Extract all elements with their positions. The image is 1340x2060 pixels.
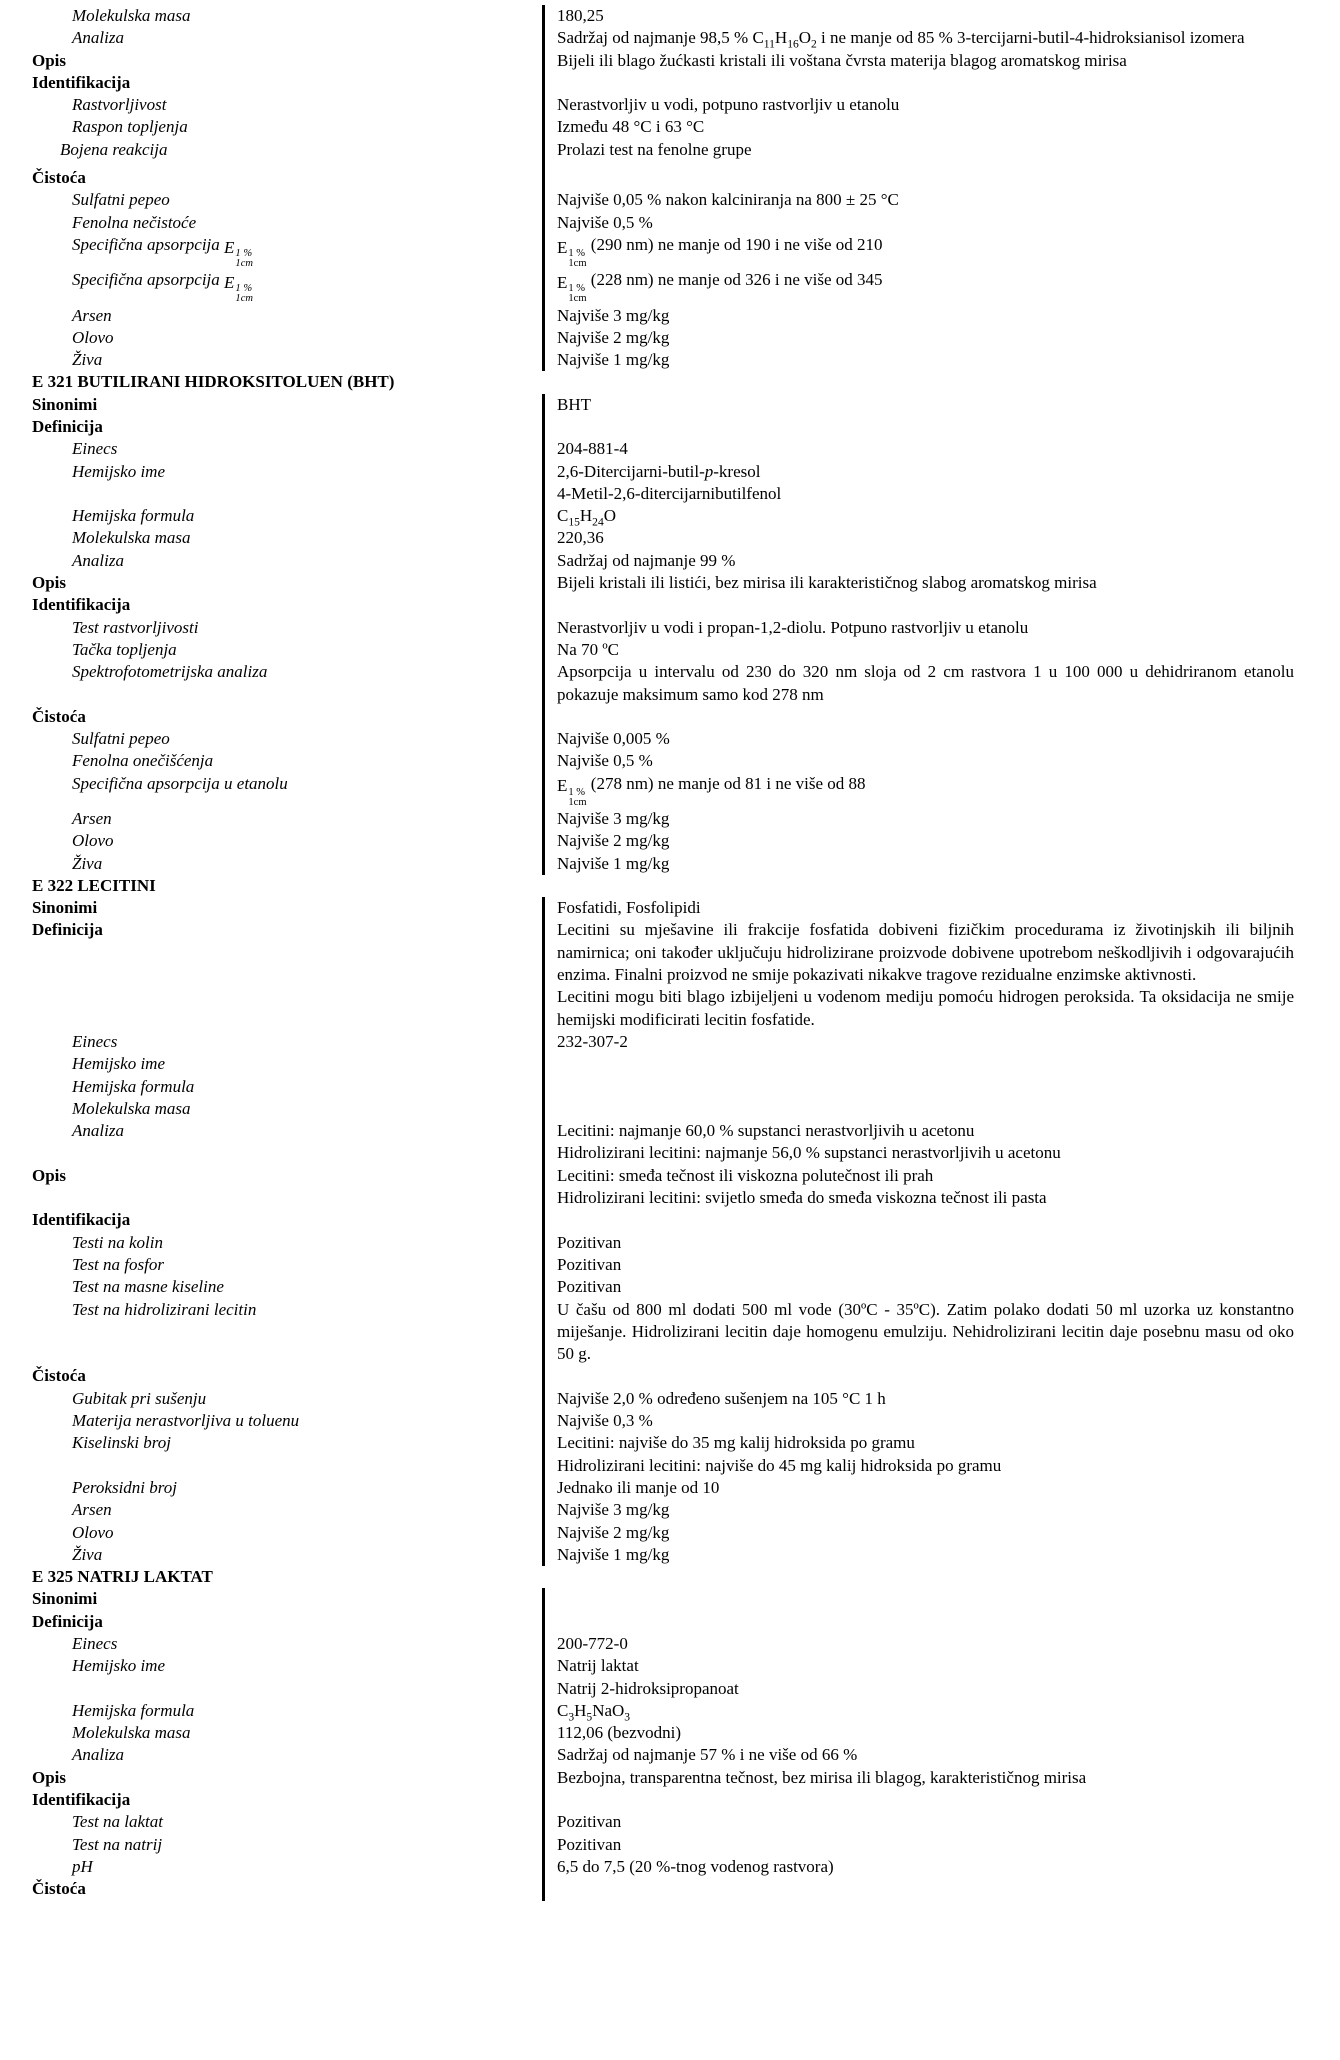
spec-label: Olovo: [72, 1522, 114, 1542]
spec-value: Jednako ili manje od 10: [542, 1477, 1294, 1499]
spec-value: Lecitini: smeđa tečnost ili viskozna polutečnost ili prah Hidrolizirani lecitini: svijetlo smeđa do smeđa viskozna tečnost ili pasta: [542, 1165, 1294, 1210]
spec-row: [32, 234, 1302, 269]
spec-row: [32, 27, 1302, 49]
spec-label: Identifikacija: [32, 1790, 131, 1810]
spec-value: [542, 1611, 1294, 1633]
spec-label: Peroksidni broj: [72, 1477, 177, 1497]
spec-label: Hemijsko ime: [72, 1054, 166, 1074]
spec-label: Arsen: [72, 1500, 112, 1520]
spec-value: [542, 1365, 1294, 1387]
spec-label: Sinonimi: [32, 898, 98, 918]
spec-label: Test na masne kiseline: [72, 1277, 224, 1297]
spec-value: Najviše 0,5 %: [542, 750, 1294, 772]
spec-value: Najviše 0,005 %: [542, 728, 1294, 750]
spec-row: [32, 830, 1302, 852]
spec-row: [32, 1098, 1302, 1120]
spec-label: Opis: [32, 1165, 67, 1185]
spec-value: Natrij laktat Natrij 2-hidroksipropanoat: [542, 1655, 1294, 1700]
spec-value: Bijeli ili blago žućkasti kristali ili voštana čvrsta materija blagog aromatskog mirisa: [542, 50, 1294, 72]
spec-value: $C_3H_5NaO_3$: [542, 1700, 1294, 1722]
spec-value: Nerastvorljiv u vodi i propan-1,2-diolu. Potpuno rastvorljiv u etanolu: [542, 617, 1294, 639]
spec-row: [32, 897, 1302, 919]
spec-row: [32, 1633, 1302, 1655]
spec-value: Pozitivan: [542, 1254, 1294, 1276]
spec-value: Na 70 ºC: [542, 639, 1294, 661]
spec-label: Test rastvorljivosti: [72, 617, 199, 637]
spec-row: [32, 94, 1302, 116]
spec-row: [32, 1299, 1302, 1366]
spec-label: Olovo: [72, 327, 114, 347]
spec-value: E 1 % 1cm (290 nm) ne manje od 190 i ne više od 210: [542, 234, 1294, 269]
spec-label: Opis: [32, 50, 67, 70]
spec-value: Najviše 2 mg/kg: [542, 830, 1294, 852]
spec-label: Hemijska formula: [72, 1700, 195, 1720]
spec-row: [32, 505, 1302, 527]
spec-label: Specifična apsorpcija u etanolu: [72, 773, 288, 793]
spec-value: Lecitini: najviše do 35 mg kalij hidroksida po gramu Hidrolizirani lecitini: najviše do 45 mg kalij hidroksida po gramu: [542, 1432, 1294, 1477]
spec-value: Najviše 1 mg/kg: [542, 1544, 1294, 1566]
spec-label: Definicija: [32, 1611, 103, 1631]
spec-row: [32, 750, 1302, 772]
spec-row: [32, 305, 1302, 327]
spec-label: E 321 BUTILIRANI HIDROKSITOLUEN (BHT): [32, 372, 395, 392]
spec-label: Raspon topljenja: [72, 117, 188, 137]
spec-value: [542, 594, 1294, 616]
spec-value: Najviše 1 mg/kg: [542, 349, 1294, 371]
spec-value: 2,6-Ditercijarni-butil-p-kresol 4-Metil-2,6-ditercijarnibutilfenol: [542, 461, 1294, 506]
spec-row: [32, 167, 1302, 189]
spec-row: [32, 1232, 1302, 1254]
specification-document: [32, 5, 1302, 1901]
spec-label: Čistoća: [32, 1366, 86, 1386]
spec-value: E 1 % 1cm (228 nm) ne manje od 326 i ne više od 345: [542, 269, 1294, 304]
spec-label: Kiselinski broj: [72, 1433, 172, 1453]
spec-label: Tačka topljenja: [72, 639, 177, 659]
spec-label: Test na laktat: [72, 1812, 163, 1832]
spec-value: 112,06 (bezvodni): [542, 1722, 1294, 1744]
spec-label: Sulfatni pepeo: [72, 729, 170, 749]
spec-value: Bijeli kristali ili listići, bez mirisa ili karakterističnog slabog aromatskog mirisa: [542, 572, 1294, 594]
spec-label: Analiza: [72, 1745, 124, 1765]
spec-label: Čistoća: [32, 706, 86, 726]
spec-value: 180,25: [542, 5, 1294, 27]
spec-label: Arsen: [72, 809, 112, 828]
spec-row: [32, 1522, 1302, 1544]
spec-row: [32, 875, 1302, 897]
spec-value: [542, 1588, 1294, 1610]
spec-label: Analiza: [72, 1121, 124, 1141]
spec-label: Hemijsko ime: [72, 1656, 166, 1676]
spec-label: Sinonimi: [32, 1589, 98, 1609]
spec-row: [32, 189, 1302, 211]
spec-label: pH: [72, 1856, 93, 1876]
spec-row: [32, 1053, 1302, 1075]
spec-value: Lecitini: najmanje 60,0 % supstanci nerastvorljivih u acetonu Hidrolizirani lecitini: najmanje 56,0 % supstanci nerastvorljivih u acetonu: [542, 1120, 1294, 1165]
spec-value: [542, 416, 1294, 438]
spec-value: E 1 % 1cm (278 nm) ne manje od 81 i ne više od 88: [542, 773, 1294, 808]
spec-label: Definicija: [32, 920, 103, 940]
spec-row: [32, 1878, 1302, 1900]
spec-value: Pozitivan: [542, 1232, 1294, 1254]
spec-value: Prolazi test na fenolne grupe: [542, 139, 1294, 161]
spec-value: Najviše 3 mg/kg: [542, 1499, 1294, 1521]
spec-label: Specifična apsorpcija E 1 % 1cm: [72, 270, 253, 305]
spec-row: [32, 527, 1302, 549]
spec-value: [542, 1076, 1294, 1098]
spec-label: Test na fosfor: [72, 1254, 164, 1274]
spec-value: [542, 706, 1294, 728]
spec-label: Spektrofotometrijska analiza: [72, 662, 268, 682]
spec-label: Bojena reakcija: [60, 139, 168, 159]
spec-label: Specifična apsorpcija E 1 % 1cm: [72, 234, 253, 270]
spec-value: [542, 1053, 1294, 1075]
spec-row: [32, 1365, 1302, 1387]
spec-value: Nerastvorljiv u vodi, potpuno rastvorljiv u etanolu: [542, 94, 1294, 116]
spec-value: [542, 1566, 1294, 1588]
spec-label: Molekulska masa: [72, 1098, 191, 1118]
spec-value: BHT: [542, 394, 1294, 416]
spec-label: Opis: [32, 573, 67, 593]
spec-row: [32, 1031, 1302, 1053]
spec-label: Identifikacija: [32, 595, 131, 615]
spec-row: [32, 1165, 1302, 1210]
spec-label: Sulfatni pepeo: [72, 190, 170, 210]
spec-value: Sadržaj od najmanje 99 %: [542, 550, 1294, 572]
spec-row: [32, 1410, 1302, 1432]
spec-row: [32, 1076, 1302, 1098]
spec-row: [32, 1611, 1302, 1633]
spec-label: Materija nerastvorljiva u toluenu: [72, 1411, 300, 1431]
spec-label: Živa: [72, 1544, 103, 1564]
spec-row: [32, 72, 1302, 94]
spec-value: Sadržaj od najmanje 57 % i ne više od 66 %: [542, 1744, 1294, 1766]
spec-value: Bezbojna, transparentna tečnost, bez mirisa ili blagog, karakterističnog mirisa: [542, 1767, 1294, 1789]
spec-row: [32, 1834, 1302, 1856]
spec-row: [32, 808, 1302, 830]
spec-label: Einecs: [72, 1031, 118, 1051]
spec-row: [32, 1276, 1302, 1298]
spec-value: Najviše 2 mg/kg: [542, 327, 1294, 349]
spec-value: Fosfatidi, Fosfolipidi: [542, 897, 1294, 919]
spec-value: [542, 371, 1294, 393]
spec-value: Najviše 3 mg/kg: [542, 808, 1294, 830]
spec-label: Molekulska masa: [72, 528, 191, 548]
spec-value: Najviše 1 mg/kg: [542, 853, 1294, 875]
spec-row: [32, 639, 1302, 661]
spec-value: 220,36: [542, 527, 1294, 549]
spec-label: Identifikacija: [32, 1210, 131, 1230]
spec-value: Pozitivan: [542, 1811, 1294, 1833]
spec-label: Test na hidrolizirani lecitin: [72, 1299, 257, 1319]
spec-label: Identifikacija: [32, 72, 131, 92]
spec-row: [32, 269, 1302, 304]
spec-row: [32, 438, 1302, 460]
spec-row: [32, 416, 1302, 438]
spec-label: Molekulska masa: [72, 6, 191, 25]
spec-row: [32, 139, 1302, 161]
spec-row: [32, 1209, 1302, 1231]
spec-row: [32, 1432, 1302, 1477]
spec-label: Hemijska formula: [72, 1076, 195, 1096]
spec-label: Gubitak pri sušenju: [72, 1388, 207, 1408]
spec-row: [32, 773, 1302, 808]
spec-value: Najviše 0,3 %: [542, 1410, 1294, 1432]
spec-label: Živa: [72, 350, 103, 370]
spec-row: [32, 1254, 1302, 1276]
spec-value: Između 48 °C i 63 °C: [542, 116, 1294, 138]
spec-label: Fenolna onečišćenja: [72, 751, 214, 771]
spec-label: Test na natrij: [72, 1834, 163, 1854]
spec-label: Einecs: [72, 1633, 118, 1653]
spec-value: [542, 167, 1294, 189]
spec-row: [32, 919, 1302, 1030]
spec-value: Pozitivan: [542, 1834, 1294, 1856]
spec-row: [32, 1588, 1302, 1610]
spec-row: [32, 661, 1302, 706]
spec-value: Najviše 2 mg/kg: [542, 1522, 1294, 1544]
spec-row: [32, 327, 1302, 349]
spec-label: Analiza: [72, 28, 124, 48]
spec-value: 6,5 do 7,5 (20 %-tnog vodenog rastvora): [542, 1856, 1294, 1878]
spec-row: [32, 1700, 1302, 1722]
spec-value: Lecitini su mješavine ili frakcije fosfatida dobiveni fizičkim procedurama iz životinjskih ili biljnih namirnica; oni također uključuju hidrolizirane proizvode dobivene upotrebom neškodljivih i odgovarajućih enzima. Finalni proizvod ne smije pokazivati nikakve tragove rezidualne enzimske aktivnosti. Lecitini mogu biti blago izbijeljeni u vodenom mediju pomoću hidrogen peroksida. Ta oksidacija ne smije hemijski modificirati lecitin fosfatide.: [542, 919, 1294, 1030]
spec-label: Opis: [32, 1767, 67, 1787]
spec-label: Živa: [72, 853, 103, 873]
spec-value: Apsorpcija u intervalu od 230 do 320 nm sloja od 2 cm rastvora 1 u 100 000 u dehidriranom etanolu pokazuje maksimum samo kod 278 nm: [542, 661, 1294, 706]
spec-label: Hemijska formula: [72, 506, 195, 526]
spec-value: 204-881-4: [542, 438, 1294, 460]
spec-label: Molekulska masa: [72, 1723, 191, 1743]
spec-value: U čašu od 800 ml dodati 500 ml vode (30ºC - 35ºC). Zatim polako dodati 50 ml uzorka uz konstantno miješanje. Hidrolizirani lecitin daje homogenu emulziju. Nehidrolizirani lecitin daje posebnu masu od oko 50 g.: [542, 1299, 1294, 1366]
spec-row: [32, 853, 1302, 875]
spec-row: [32, 116, 1302, 138]
spec-row: [32, 1120, 1302, 1165]
spec-value: Najviše 2,0 % određeno sušenjem na 105 °C 1 h: [542, 1388, 1294, 1410]
spec-row: [32, 371, 1302, 393]
spec-row: [32, 1856, 1302, 1878]
spec-value: Najviše 0,5 %: [542, 212, 1294, 234]
spec-value: Pozitivan: [542, 1276, 1294, 1298]
spec-label: Arsen: [72, 305, 112, 325]
spec-row: [32, 1477, 1302, 1499]
spec-label: Sinonimi: [32, 394, 98, 414]
spec-value: 232-307-2: [542, 1031, 1294, 1053]
spec-label: Čistoća: [32, 1879, 86, 1899]
spec-row: [32, 1744, 1302, 1766]
spec-value: [542, 1789, 1294, 1811]
spec-row: [32, 1388, 1302, 1410]
spec-row: [32, 461, 1302, 506]
spec-label: Definicija: [32, 416, 103, 436]
spec-label: Fenolna nečistoće: [72, 212, 197, 232]
spec-row: [32, 594, 1302, 616]
spec-row: [32, 1566, 1302, 1588]
spec-value: [542, 1209, 1294, 1231]
spec-row: [32, 1655, 1302, 1700]
spec-row: [32, 1544, 1302, 1566]
spec-value: [542, 1878, 1294, 1900]
spec-label: E 325 NATRIJ LAKTAT: [32, 1567, 213, 1587]
spec-label: E 322 LECITINI: [32, 875, 156, 895]
spec-row: [32, 1722, 1302, 1744]
spec-row: [32, 394, 1302, 416]
spec-value: $C_{15}H_{24}O$: [542, 505, 1294, 527]
spec-value: [542, 875, 1294, 897]
spec-label: Rastvorljivost: [72, 95, 167, 115]
spec-value: Najviše 0,05 % nakon kalciniranja na 800 ± 25 °C: [542, 189, 1294, 211]
spec-label: Hemijsko ime: [72, 461, 166, 481]
spec-row: [32, 706, 1302, 728]
spec-row: [32, 1767, 1302, 1789]
spec-row: [32, 617, 1302, 639]
spec-row: [32, 50, 1302, 72]
spec-row: [32, 1789, 1302, 1811]
spec-value: [542, 72, 1294, 94]
spec-label: Einecs: [72, 439, 118, 459]
spec-row: [32, 1499, 1302, 1521]
spec-label: Olovo: [72, 831, 114, 851]
spec-label: Testi na kolin: [72, 1232, 163, 1252]
spec-label: Čistoća: [32, 168, 86, 188]
spec-row: [32, 572, 1302, 594]
spec-row: [32, 5, 1302, 27]
spec-value: [542, 1098, 1294, 1120]
spec-row: [32, 212, 1302, 234]
spec-label: Analiza: [72, 550, 124, 570]
spec-row: [32, 349, 1302, 371]
spec-row: [32, 1811, 1302, 1833]
spec-row: [32, 550, 1302, 572]
spec-value: Sadržaj od najmanje 98,5 % $C_{11}H_{16}O_2$ i ne manje od 85 % 3-tercijarni-butil-4-hidroksianisol izomera: [542, 27, 1294, 49]
spec-row: [32, 728, 1302, 750]
spec-value: Najviše 3 mg/kg: [542, 305, 1294, 327]
spec-value: 200-772-0: [542, 1633, 1294, 1655]
